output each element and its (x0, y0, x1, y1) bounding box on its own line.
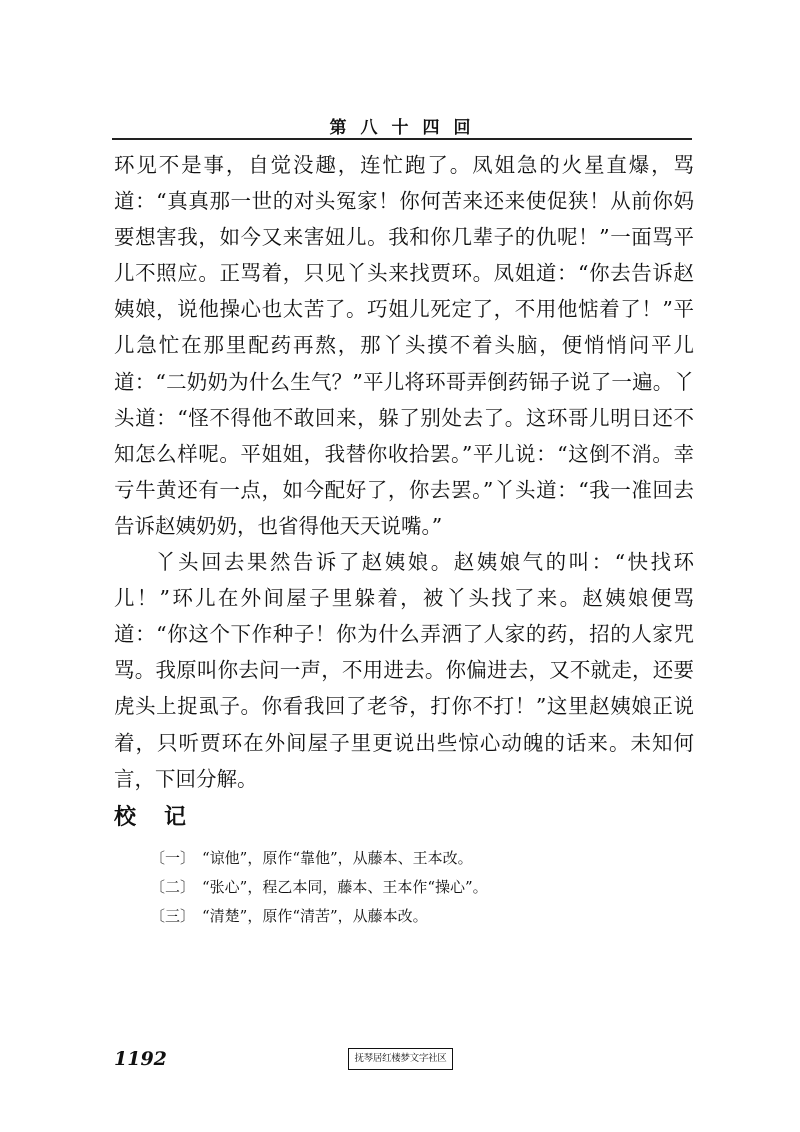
note-mark: 〔一〕 (150, 849, 196, 867)
collation-title: 校记 (114, 804, 215, 830)
header-rule (112, 138, 692, 140)
source-stamp: 抚琴居红楼梦文字社区 (348, 1048, 453, 1070)
collation-note (150, 844, 690, 873)
paragraph-1: 环见不是事，自觉没趣，连忙跑了。凤姐急的火星直爆，骂道：“真真那一世的对头冤家！你何苦来还来使促狭！从前你妈要想害我，如今又来害妞儿。我和你几辈子的仇呢！”一面骂平儿不照应。正骂着，只见丫头来找贾环。凤姐道：“你去告诉赵姨娘，说他操心也太苦了。巧姐儿死定了，不用他惦着了！”平儿急忙在那里配药再熬，那丫头摸不着头脑，便悄悄问平儿道：“二奶奶为什么生气？”平儿将环哥弄倒药铞子说了一遍。丫头道：“怪不得他不敢回来，躲了别处去了。这环哥儿明日还不知怎么样呢。平姐姐，我替你收拾罢。”平儿说：“这倒不消。幸亏牛黄还有一点，如今配好了，你去罢。”丫头道：“我一准回去告诉赵姨奶奶，也省得他天天说嘴。” (114, 153, 694, 538)
note-text: “清楚”，原作“清苦”，从藤本改。 (202, 907, 428, 925)
paragraph-2: 丫头回去果然告诉了赵姨娘。赵姨娘气的叫：“快找环儿！”环儿在外间屋子里躲着，被丫头找了来。赵姨娘便骂道：“你这个下作种子！你为什么弄洒了人家的药，招的人家咒骂。我原叫你去问一声，不用进去。你偏进去，又不就走，还要虎头上捉虱子。你看我回了老爷，打你不打！”这里赵姨娘正说着，只听贾环在外间屋子里更说出些惊心动魄的话来。未知何言，下回分解。 (114, 550, 694, 791)
body-text (114, 147, 694, 797)
note-text: “谅他”，原作“靠他”，从藤本、王本改。 (202, 849, 473, 867)
collation-note (150, 873, 690, 902)
note-mark: 〔二〕 (150, 878, 196, 896)
note-mark: 〔三〕 (150, 907, 196, 925)
collation-notes (150, 844, 690, 931)
chapter-header: 第八十四回 (329, 118, 485, 138)
collation-note (150, 902, 690, 931)
note-text: “张心”，程乙本同，藤本、王本作“操心”。 (202, 878, 488, 896)
page-number: 1192 (114, 1048, 167, 1070)
